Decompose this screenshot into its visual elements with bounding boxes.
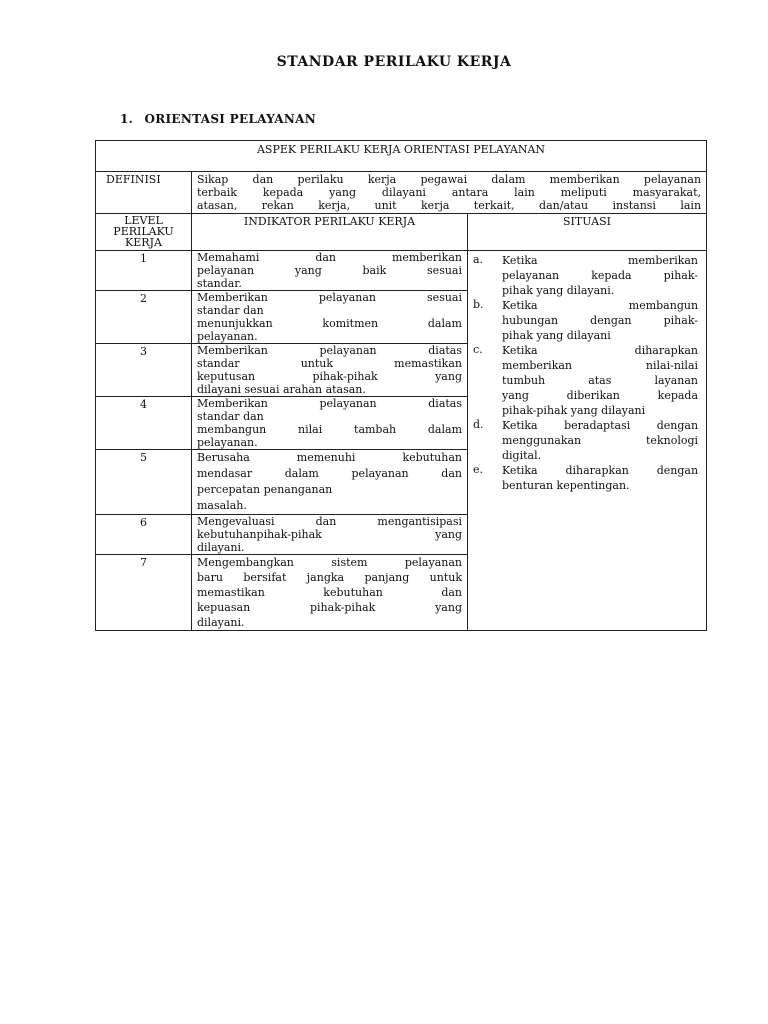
indicator-line: membangun nilai tambah dalam bbox=[197, 423, 462, 436]
indicator-line: kepuasan pihak-pihak yang bbox=[197, 601, 462, 614]
level-number: 1 bbox=[96, 251, 192, 291]
situation-text bbox=[502, 298, 698, 343]
indicator-cell bbox=[192, 515, 468, 555]
situation-list bbox=[468, 251, 707, 631]
level-number: 7 bbox=[96, 555, 192, 631]
list-item bbox=[473, 418, 698, 463]
situation-text bbox=[502, 418, 698, 463]
situation-line: Ketika beradaptasi dengan bbox=[502, 419, 699, 432]
definition-line: Sikap dan perilaku kerja pegawai dalam memberikan pelayanan bbox=[197, 173, 702, 186]
situation-line: yang diberikan kepada bbox=[502, 389, 699, 402]
section-heading bbox=[120, 112, 316, 126]
situation-letter: c. bbox=[473, 343, 483, 356]
indicator-line: baru bersifat jangka panjang untuk bbox=[197, 571, 462, 584]
definition-label: DEFINISI bbox=[96, 172, 192, 214]
situation-line: pihak yang dilayani bbox=[502, 329, 611, 342]
indicator-line: Mengembangkan sistem pelayanan bbox=[197, 556, 462, 569]
situation-letter: a. bbox=[473, 253, 484, 266]
list-item bbox=[473, 343, 698, 418]
level-header-line: LEVEL bbox=[124, 214, 163, 227]
indicator-line: mendasar dalam pelayanan dan bbox=[197, 467, 462, 480]
indicator-cell bbox=[192, 555, 468, 631]
list-item bbox=[473, 463, 698, 493]
indicator-line: Berusaha memenuhi kebutuhan bbox=[197, 451, 462, 464]
indicator-line: Mengevaluasi dan mengantisipasi bbox=[197, 515, 462, 528]
situation-line: Ketika diharapkan dengan bbox=[502, 464, 699, 477]
indicator-line: dilayani. bbox=[197, 616, 245, 629]
section-title: ORIENTASI PELAYANAN bbox=[144, 112, 317, 126]
level-header-line: PERILAKU bbox=[113, 225, 174, 238]
indicator-cell bbox=[192, 251, 468, 291]
definition-line: atasan, rekan kerja, unit kerja terkait, dan/atau instansi lain bbox=[197, 199, 702, 212]
situation-text bbox=[502, 343, 698, 418]
indicator-line: Memberikan pelayanan diatas bbox=[197, 397, 462, 410]
situation-text bbox=[502, 253, 698, 298]
level-number: 3 bbox=[96, 344, 192, 397]
situation-line: pihak yang dilayani. bbox=[502, 284, 615, 297]
indicator-cell bbox=[192, 291, 468, 344]
behavior-standard-table bbox=[95, 140, 707, 631]
level-header-line: KERJA bbox=[125, 236, 162, 249]
situation-line: benturan kepentingan. bbox=[502, 479, 630, 492]
situation-line: memberikan nilai-nilai bbox=[502, 359, 699, 372]
indicator-line: dilayani. bbox=[197, 541, 245, 554]
indicator-column-header: INDIKATOR PERILAKU KERJA bbox=[192, 214, 468, 251]
situation-line: hubungan dengan pihak- bbox=[502, 314, 699, 327]
indicator-cell bbox=[192, 397, 468, 450]
definition-line: terbaik kepada yang dilayani antara lain meliputi masyarakat, bbox=[197, 186, 702, 199]
indicator-line: standar dan bbox=[197, 410, 264, 423]
situation-column-header: SITUASI bbox=[468, 214, 707, 251]
situation-line: tumbuh atas layanan bbox=[502, 374, 699, 387]
table-row bbox=[96, 251, 707, 291]
indicator-cell bbox=[192, 450, 468, 515]
indicator-line: memastikan kebutuhan dan bbox=[197, 586, 462, 599]
indicator-line: standar. bbox=[197, 277, 242, 290]
indicator-cell bbox=[192, 344, 468, 397]
indicator-line: dilayani sesuai arahan atasan. bbox=[197, 383, 366, 396]
level-number: 6 bbox=[96, 515, 192, 555]
situation-line: menggunakan teknologi bbox=[502, 434, 699, 447]
situation-line: Ketika membangun bbox=[502, 299, 699, 312]
level-number: 5 bbox=[96, 450, 192, 515]
indicator-line: pelayanan. bbox=[197, 330, 258, 343]
situation-letter: e. bbox=[473, 463, 484, 476]
definition-row bbox=[96, 172, 707, 214]
situation-line: Ketika diharapkan bbox=[502, 344, 699, 357]
indicator-line: Memahami dan memberikan bbox=[197, 251, 462, 264]
indicator-line: pelayanan yang baik sesuai bbox=[197, 264, 462, 277]
situation-line: pelayanan kepada pihak- bbox=[502, 269, 699, 282]
indicator-line: pelayanan. bbox=[197, 436, 258, 449]
indicator-line: Memberikan pelayanan diatas bbox=[197, 344, 462, 357]
indicator-line: keputusan pihak-pihak yang bbox=[197, 370, 462, 383]
situation-line: digital. bbox=[502, 449, 542, 462]
level-number: 4 bbox=[96, 397, 192, 450]
situation-letter: b. bbox=[473, 298, 484, 311]
level-column-header bbox=[96, 214, 192, 251]
page-title: STANDAR PERILAKU KERJA bbox=[276, 54, 512, 70]
indicator-line: standar dan bbox=[197, 304, 264, 317]
aspect-header-row bbox=[96, 141, 707, 172]
indicator-line: masalah. bbox=[197, 499, 247, 512]
list-item bbox=[473, 298, 698, 343]
level-number: 2 bbox=[96, 291, 192, 344]
situation-line: pihak-pihak yang dilayani bbox=[502, 404, 646, 417]
column-header-row bbox=[96, 214, 707, 251]
section-number: 1. bbox=[120, 112, 134, 126]
definition-text bbox=[192, 172, 707, 214]
situation-line: Ketika memberikan bbox=[502, 254, 699, 267]
indicator-line: kebutuhanpihak-pihak yang bbox=[197, 528, 462, 541]
situation-letter: d. bbox=[473, 418, 484, 431]
indicator-line: Memberikan pelayanan sesuai bbox=[197, 291, 462, 304]
aspect-header: ASPEK PERILAKU KERJA ORIENTASI PELAYANAN bbox=[96, 141, 707, 172]
list-item bbox=[473, 253, 698, 298]
indicator-line: menunjukkan komitmen dalam bbox=[197, 317, 462, 330]
situation-text bbox=[502, 463, 698, 493]
indicator-line: percepatan penanganan bbox=[197, 483, 333, 496]
indicator-line: standar untuk memastikan bbox=[197, 357, 462, 370]
